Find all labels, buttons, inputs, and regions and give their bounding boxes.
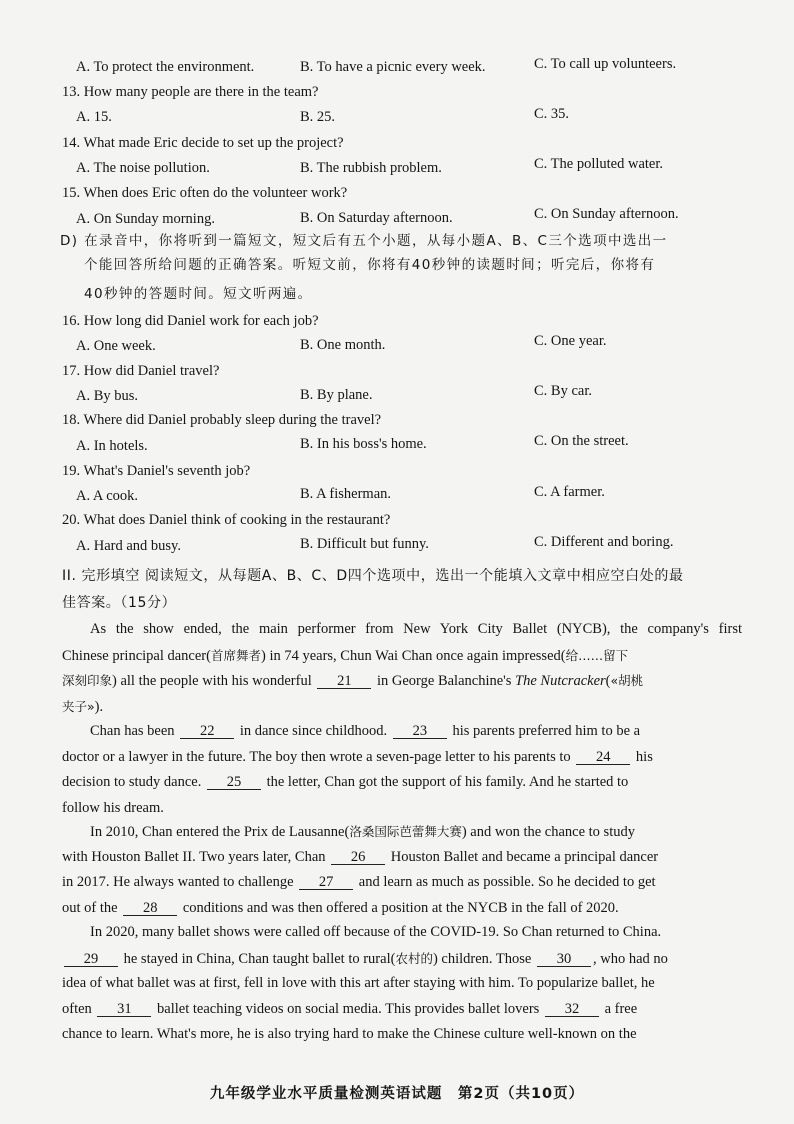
question-16-stem: 16. How long did Daniel work for each job? <box>62 313 319 329</box>
section-ii-line-2: 佳答案。（15分） <box>62 595 177 611</box>
passage-paragraph-2 <box>62 719 742 821</box>
p2-line-4: follow his dream. <box>62 799 164 816</box>
question-14-stem: 14. What made Eric decide to set up the project? <box>62 135 344 151</box>
question-13-option-b: B. 25. <box>300 109 336 125</box>
question-15-option-a: A. On Sunday morning. <box>76 211 215 227</box>
p2-line-2: doctor or a lawyer in the future. The boy then wrote a seven-page letter to his parents to 24 his <box>62 748 653 765</box>
section-d-instruction-line-3: 40秒钟的答题时间。短文听两遍。 <box>84 286 313 302</box>
p3-line-2: with Houston Ballet II. Two years later, Chan 26 Houston Ballet and became a principal dancer <box>62 848 659 865</box>
p4-line-4: often 31 ballet teaching videos on social media. This provides ballet lovers 32 a free <box>62 1000 638 1017</box>
question-20-option-c: C. Different and boring. <box>534 534 674 550</box>
p2-line-1: Chan has been 22 in dance since childhood. 23 his parents preferred him to be a <box>90 723 641 739</box>
section-ii-line-1: II. 完形填空 阅读短文，从每题A、B、C、D四个选项中，选出一个能填入文章中相应空白处的最 <box>62 568 684 584</box>
section-d-instruction-line-1: D) 在录音中，你将听到一篇短文，短文后有五个小题，从每小题A、B、C三个选项中选出一 <box>60 233 668 249</box>
work-title: The Nutcracker <box>515 673 606 690</box>
question-19-option-c: C. A farmer. <box>534 484 605 500</box>
q12-option-a: A. To protect the environment. <box>76 59 255 75</box>
question-16-option-a: A. One week. <box>76 338 156 354</box>
question-19-stem: 19. What's Daniel's seventh job? <box>62 463 251 479</box>
question-15-option-c: C. On Sunday afternoon. <box>534 206 679 222</box>
passage-paragraph-3 <box>62 819 742 921</box>
question-17-option-a: A. By bus. <box>76 388 139 404</box>
question-17-option-c: C. By car. <box>534 383 592 399</box>
p1-line-2: Chinese principal dancer(首席舞者) in 74 years, Chun Wai Chan once again impressed(给……留下 <box>62 647 629 664</box>
page-footer: 九年级学业水平质量检测英语试题 第2页（共10页） <box>209 1086 585 1102</box>
question-18-option-c: C. On the street. <box>534 433 629 449</box>
question-13-option-c: C. 35. <box>534 106 570 122</box>
p4-line-3: idea of what ballet was at first, fell in love with this art after staying with him. To popularize ballet, he <box>62 975 655 992</box>
question-18-option-b: B. In his boss's home. <box>300 436 427 452</box>
blank-32[interactable]: 32 <box>545 1002 599 1017</box>
p1-line-3: 深刻印象) all the people with his wonderful 21 in George Balanchine's The Nutcracker(«胡桃 <box>62 673 644 690</box>
blank-26[interactable]: 26 <box>331 850 385 865</box>
blank-30[interactable]: 30 <box>537 952 591 967</box>
question-13-stem: 13. How many people are there in the team? <box>62 84 319 100</box>
p1-line-4: 夹子»). <box>62 698 104 715</box>
question-16-option-c: C. One year. <box>534 333 607 349</box>
question-15-option-b: B. On Saturday afternoon. <box>300 210 453 226</box>
question-17-stem: 17. How did Daniel travel? <box>62 363 220 379</box>
question-15-stem: 15. When does Eric often do the volunteer work? <box>62 185 348 201</box>
question-18-option-a: A. In hotels. <box>76 438 148 454</box>
question-18-stem: 18. Where did Daniel probably sleep during the travel? <box>62 412 382 428</box>
p3-line-1: In 2010, Chan entered the Prix de Lausanne(洛桑国际芭蕾舞大赛) and won the chance to study <box>90 824 635 840</box>
blank-27[interactable]: 27 <box>299 875 353 890</box>
section-d-instruction-line-2: 个能回答所给问题的正确答案。听短文前，你将有40秒钟的读题时间；听完后，你将有 <box>84 257 656 273</box>
passage-paragraph-1 <box>62 617 742 719</box>
p3-line-4: out of the 28 conditions and was then offered a position at the NYCB in the fall of 2020. <box>62 899 619 916</box>
q12-option-c: C. To call up volunteers. <box>534 56 677 72</box>
blank-28[interactable]: 28 <box>123 901 177 916</box>
p2-line-3: decision to study dance. 25 the letter, Chan got the support of his family. And he started to <box>62 774 629 791</box>
blank-23[interactable]: 23 <box>393 724 447 739</box>
question-14-option-b: B. The rubbish problem. <box>300 160 442 176</box>
question-19-option-b: B. A fisherman. <box>300 486 392 502</box>
blank-25[interactable]: 25 <box>207 775 261 790</box>
question-19-option-a: A. A cook. <box>76 488 139 504</box>
question-14-option-c: C. The polluted water. <box>534 156 663 172</box>
question-14-option-a: A. The noise pollution. <box>76 160 210 176</box>
blank-21[interactable]: 21 <box>317 674 371 689</box>
question-17-option-b: B. By plane. <box>300 387 373 403</box>
p1-line-1: As the show ended, the main performer from New York City Ballet (NYCB), the company's first <box>90 621 742 637</box>
blank-29[interactable]: 29 <box>64 952 118 967</box>
blank-24[interactable]: 24 <box>576 750 630 765</box>
question-16-option-b: B. One month. <box>300 337 386 353</box>
blank-31[interactable]: 31 <box>97 1002 151 1017</box>
section-ii-instructions <box>62 564 752 616</box>
question-20-option-b: B. Difficult but funny. <box>300 536 429 552</box>
question-20-option-a: A. Hard and busy. <box>76 538 181 554</box>
p4-line-2: 29 he stayed in China, Chan taught ballet to rural(农村的) children. Those 30 , who had no <box>62 946 742 972</box>
question-13-option-a: A. 15. <box>76 109 112 125</box>
p4-line-1: In 2020, many ballet shows were called off because of the COVID-19. So Chan returned to China. <box>90 924 662 940</box>
p3-line-3: in 2017. He always wanted to challenge 27 and learn as much as possible. So he decided to get <box>62 874 656 891</box>
p4-line-5: chance to learn. What's more, he is also trying hard to make the Chinese culture well-known on the <box>62 1026 637 1043</box>
passage-paragraph-4 <box>62 920 742 1048</box>
q12-option-b: B. To have a picnic every week. <box>300 59 486 75</box>
blank-22[interactable]: 22 <box>180 724 234 739</box>
question-20-stem: 20. What does Daniel think of cooking in the restaurant? <box>62 512 391 528</box>
